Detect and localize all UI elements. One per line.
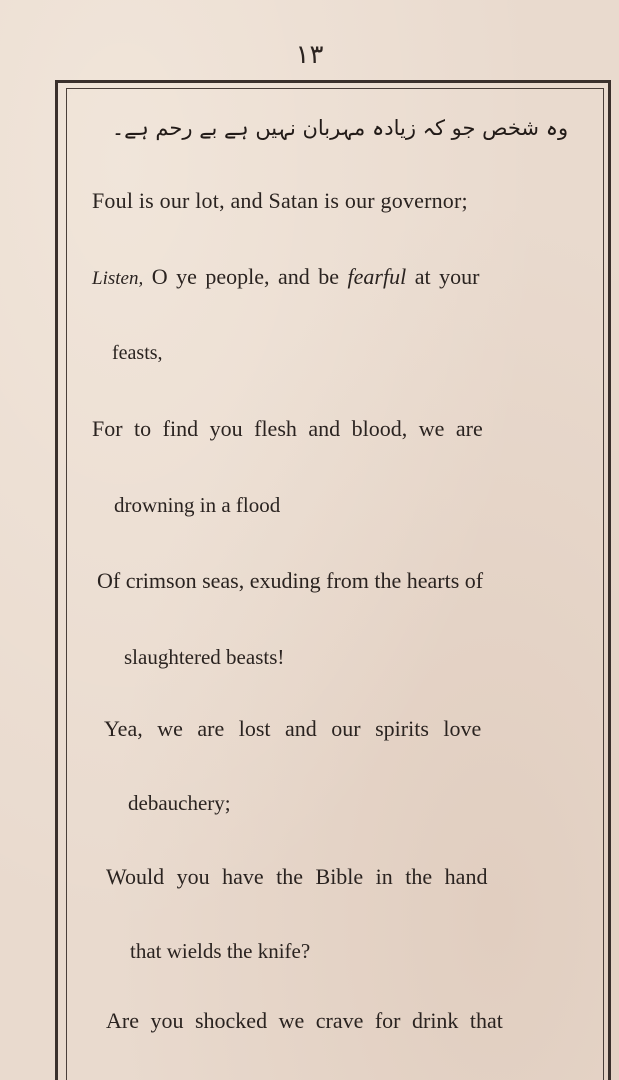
poem-line-7: slaughtered beasts! <box>124 645 285 669</box>
poem-line-3: feasts, <box>112 342 163 364</box>
poem-line-2-start: Listen, <box>92 268 144 289</box>
poem-line-12: Are you shocked we crave for drink that <box>106 1008 503 1033</box>
poem-line-6: Of crimson seas, exuding from the hearts of <box>97 568 484 593</box>
poem-line-2-mid: O ye people, and be <box>143 264 348 289</box>
poem-line-4: For to find you flesh and blood, we are <box>92 416 483 441</box>
poem-line-9: debauchery; <box>128 791 231 815</box>
urdu-heading: وہ شخص جو کہ زیادہ مہربان نہیں ہے بے رحم ہے۔ <box>111 116 569 140</box>
poem-line-2-end: at your <box>406 264 480 289</box>
poem-line-2 <box>92 262 479 294</box>
poem-line-10: Would you have the Bible in the hand <box>106 864 488 889</box>
poem-line-8: Yea, we are lost and our spirits love <box>104 716 482 741</box>
poem-line-11: that wields the knife? <box>130 939 311 963</box>
page-number: ۱۳ <box>295 40 324 70</box>
poem-line-5: drowning in a flood <box>114 493 281 517</box>
poem-line-1: Foul is our lot, and Satan is our governor; <box>92 188 468 213</box>
poem-line-2-emphasis: fearful <box>347 264 407 289</box>
